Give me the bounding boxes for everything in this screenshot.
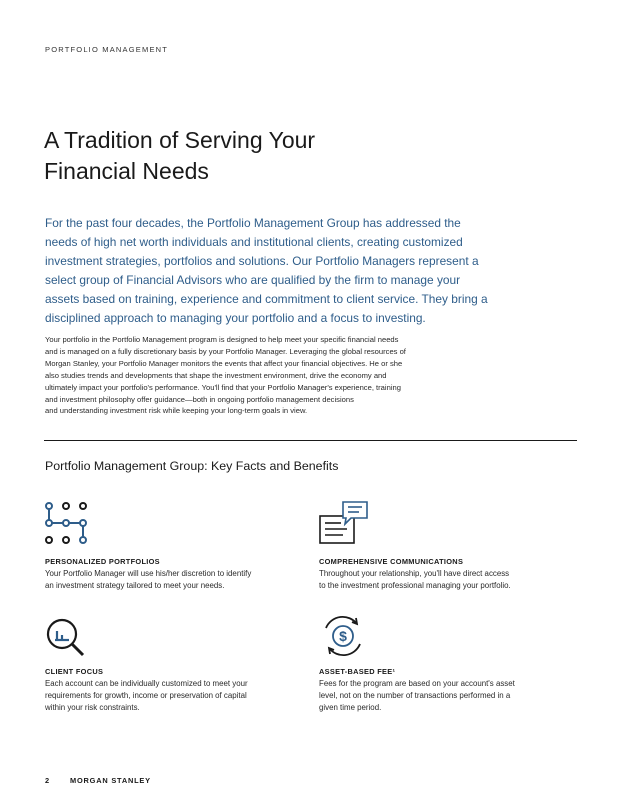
- body-line: and is managed on a fully discretionary basis by your Portfolio Manager. Leveraging the global resources of: [45, 346, 406, 356]
- title-line-1: A Tradition of Serving Your: [44, 127, 316, 153]
- feature-personalized-portfolios: [45, 500, 295, 600]
- feature-description: Fees for the program are based on your account's asset level, not on the number of transactions performed in a given time period.: [319, 679, 515, 712]
- dollar-cycle-icon: [319, 612, 367, 660]
- body-line: Your portfolio in the Portfolio Management program is designed to help meet your specific financial needs: [45, 335, 399, 344]
- magnifier-chart-icon: [45, 612, 93, 660]
- network-nodes-icon: [45, 500, 93, 548]
- section-label: PORTFOLIO MANAGEMENT: [45, 45, 169, 54]
- section-divider: [44, 440, 577, 441]
- feature-comprehensive-communications: [319, 500, 569, 600]
- footer-brand: MORGAN STANLEY: [70, 776, 151, 785]
- document-chat-icon: [319, 500, 371, 548]
- feature-description: Each account can be individually customized to meet your requirements for growth, income or preservation of capital within your risk constraints.: [45, 679, 248, 712]
- svg-text:$: $: [339, 628, 347, 644]
- body-line: and investment philosophy offer guidance—both in ongoing portfolio management decisions: [45, 394, 354, 404]
- body-line: ultimately impact your portfolio's performance. You'll find that your Portfolio Manager's experience, training: [45, 382, 401, 392]
- lead-paragraph: For the past four decades, the Portfolio Management Group has addressed the needs of high net worth individuals and institutional clients, creating customized investment strategies, portfolios and solutions. Our Portfolio Managers represent a select group of Financial Advisors who are qualified by the firm to manage your assets based on training, experience and commitment to client service. They bring a disciplined approach to managing your portfolio and a focus to investing.: [45, 216, 488, 325]
- feature-title: COMPREHENSIVE COMMUNICATIONS: [319, 557, 464, 566]
- title-line-2: Financial Needs: [44, 158, 209, 184]
- section-heading: Portfolio Management Group: Key Facts and Benefits: [45, 459, 339, 473]
- body-line: and understanding investment risk while keeping your long-term goals in view.: [45, 406, 308, 416]
- page-number: 2: [45, 776, 50, 785]
- body-line: Morgan Stanley, your Portfolio Manager monitors the events that affect your financial objectives. He or she: [45, 358, 403, 368]
- feature-client-focus: [45, 612, 295, 722]
- feature-description: Throughout your relationship, you'll have direct access to the investment professional managing your portfolio.: [319, 569, 511, 590]
- body-paragraph: [45, 334, 485, 417]
- feature-title: ASSET-BASED FEE¹: [319, 667, 396, 676]
- feature-title: CLIENT FOCUS: [45, 667, 104, 676]
- body-line: also studies trends and developments that shape the investment environment, drive the economy and: [45, 370, 387, 380]
- page-title: [44, 125, 524, 187]
- feature-description: Your Portfolio Manager will use his/her discretion to identify an investment strategy tailored to meet your needs.: [45, 569, 252, 590]
- feature-title: PERSONALIZED PORTFOLIOS: [45, 557, 160, 566]
- feature-asset-based-fee: [319, 612, 569, 722]
